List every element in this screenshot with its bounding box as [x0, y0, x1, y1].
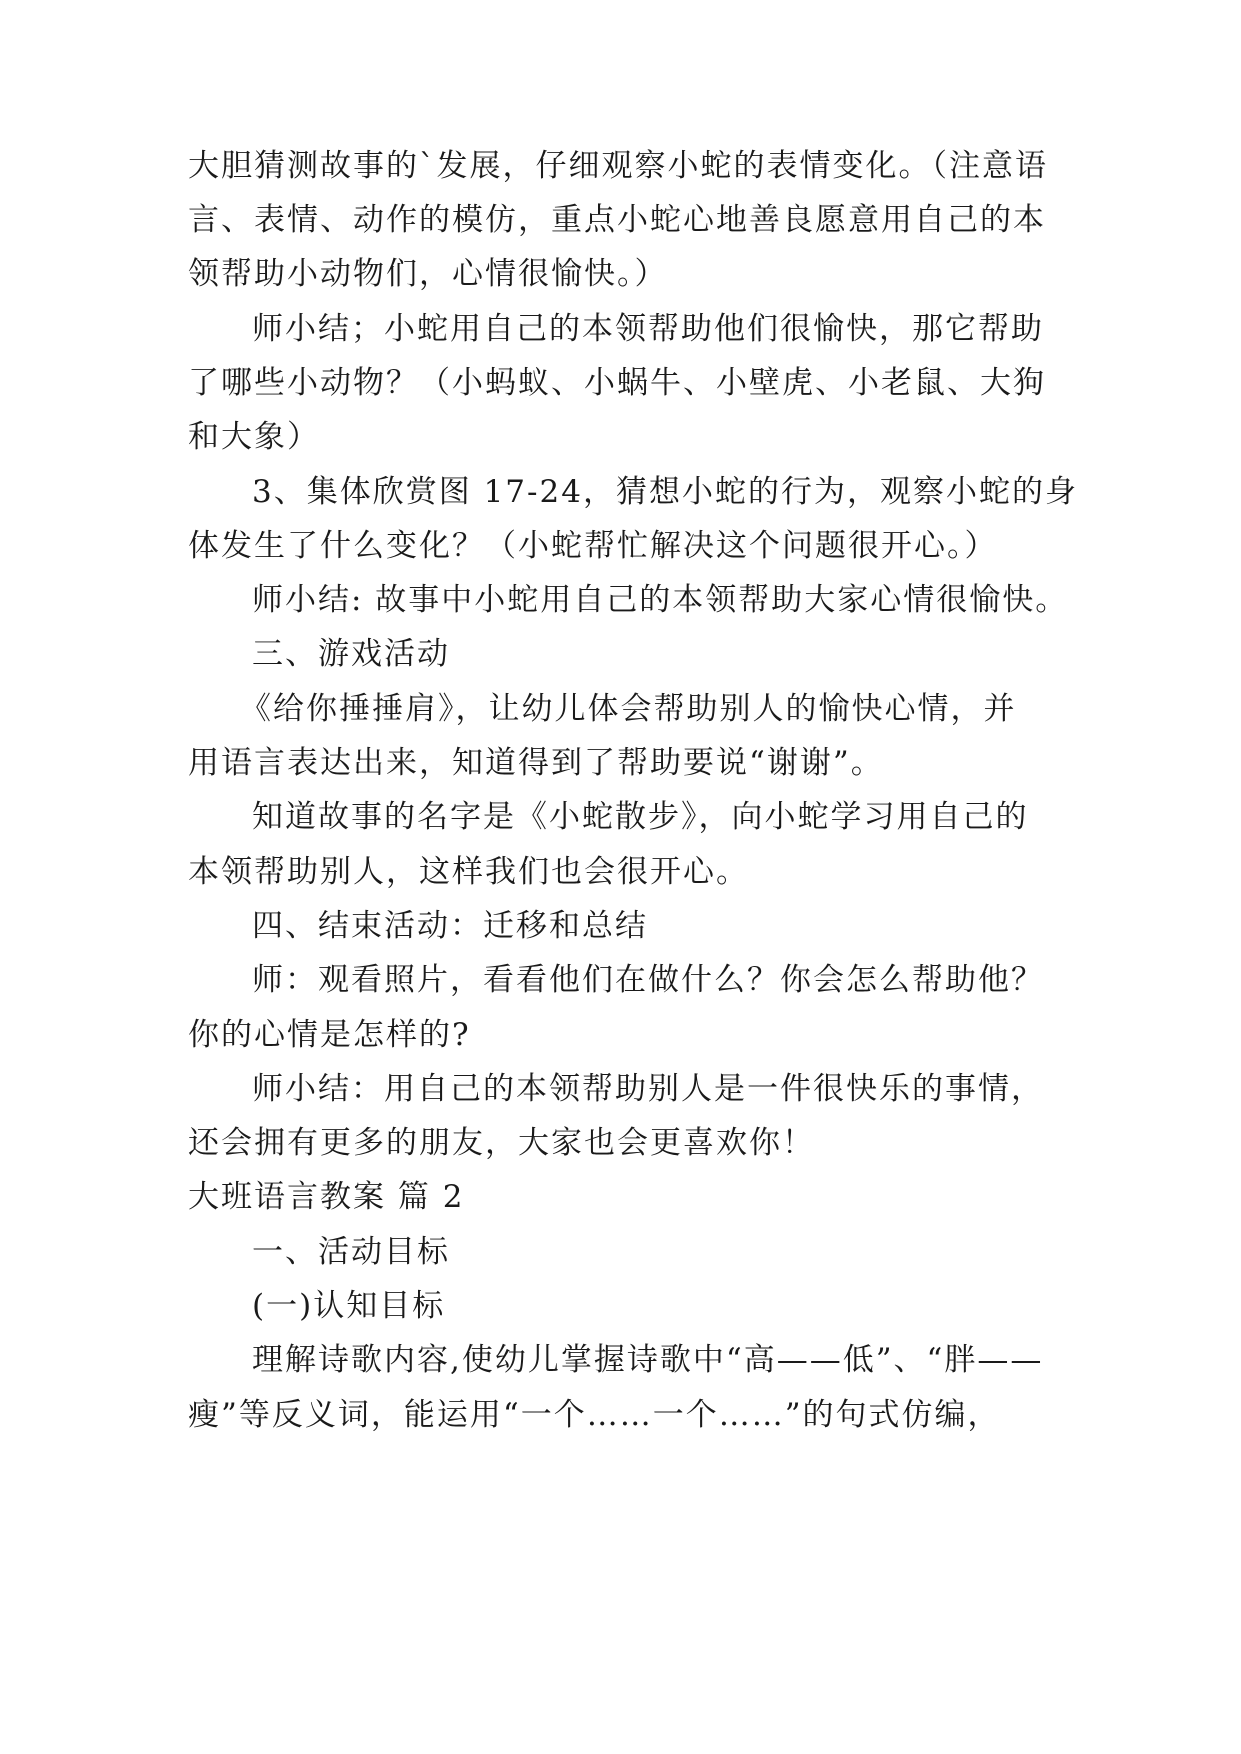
article-title: 大班语言教案 篇 2	[188, 1179, 465, 1215]
paragraph-line: 用语言表达出来，知道得到了帮助要说“谢谢”。	[188, 745, 884, 781]
paragraph-line: 本领帮助别人，这样我们也会很开心。	[188, 854, 749, 890]
subsection-heading: (一)认知目标	[252, 1288, 446, 1324]
section-heading: 一、活动目标	[252, 1234, 450, 1270]
paragraph-line: 师小结: 故事中小蛇用自己的本领帮助大家心情很愉快。	[252, 582, 1069, 618]
paragraph-line: 理解诗歌内容,使幼儿掌握诗歌中“高——低”、“胖——	[252, 1342, 1044, 1378]
paragraph-line: 体发生了什么变化？（小蛇帮忙解决这个问题很开心。）	[188, 528, 998, 564]
paragraph-line: 知道故事的名字是《小蛇散步》，向小蛇学习用自己的	[252, 799, 1029, 835]
paragraph-line: 师小结：用自己的本领帮助别人是一件很快乐的事情，	[252, 1071, 1044, 1107]
paragraph-line: 和大象）	[188, 419, 320, 455]
paragraph-line: 了哪些小动物？（小蚂蚁、小蜗牛、小壁虎、小老鼠、大狗	[188, 365, 1046, 401]
paragraph-line: 师小结；小蛇用自己的本领帮助他们很愉快，那它帮助	[252, 311, 1044, 347]
paragraph-line: 言、表情、动作的模仿，重点小蛇心地善良愿意用自己的本	[188, 202, 1046, 238]
paragraph-line: 瘦”等反义词，能运用“一个……一个……”的句式仿编，	[188, 1397, 1001, 1433]
paragraph-line: 3、集体欣赏图 17-24，猜想小蛇的行为，观察小蛇的身	[252, 474, 1078, 510]
paragraph-line: 还会拥有更多的朋友，大家也会更喜欢你！	[188, 1125, 815, 1161]
paragraph-line: 《给你捶捶肩》，让幼儿体会帮助别人的愉快心情，并	[240, 691, 1017, 727]
section-heading: 四、结束活动：迁移和总结	[252, 908, 648, 944]
paragraph-line: 师：观看照片，看看他们在做什么？你会怎么帮助他？	[252, 962, 1044, 998]
section-heading: 三、游戏活动	[252, 636, 450, 672]
paragraph-line: 你的心情是怎样的?	[188, 1017, 471, 1053]
paragraph-line: 领帮助小动物们，心情很愉快。）	[188, 256, 668, 292]
paragraph-line: 大胆猜测故事的`发展，仔细观察小蛇的表情变化。（注意语	[188, 148, 1048, 184]
